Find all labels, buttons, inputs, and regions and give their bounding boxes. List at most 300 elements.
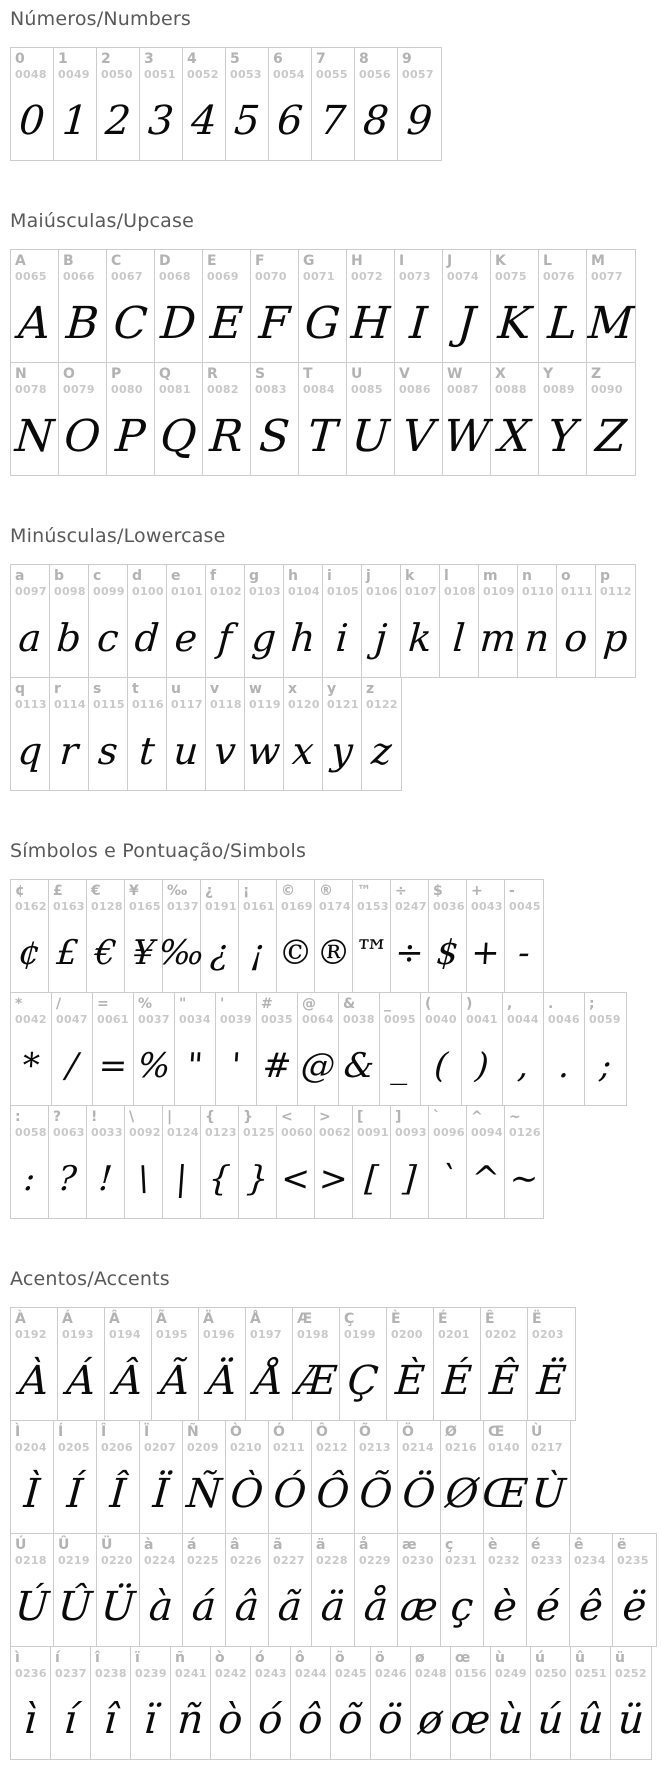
char-cell: [398, 48, 441, 160]
char-label: Ö: [402, 1424, 414, 1440]
char-code: 0163: [53, 900, 85, 913]
char-label: Ê: [485, 1311, 495, 1327]
char-code: 0229: [359, 1554, 391, 1567]
char-glyph: s: [96, 729, 120, 773]
char-cell: [183, 48, 226, 160]
char-label: u: [171, 681, 181, 697]
char-label: Ò: [230, 1424, 242, 1440]
char-code: 0040: [425, 1013, 457, 1026]
char-code: 0228: [316, 1554, 348, 1567]
char-label: P: [111, 366, 122, 382]
char-cell: [587, 250, 635, 362]
char-code: 0242: [215, 1667, 247, 1680]
char-cell: [163, 1106, 201, 1218]
char-cell: [183, 1534, 226, 1646]
char-cell: [155, 250, 203, 362]
char-label: ¢: [15, 883, 25, 899]
char-glyph: é: [534, 1584, 562, 1630]
char-label: Í: [58, 1424, 64, 1440]
char-label: À: [15, 1311, 26, 1327]
char-label: ÷: [395, 883, 407, 899]
char-cell: [134, 993, 175, 1105]
char-code: 0033: [91, 1126, 123, 1139]
char-glyph: Ñ: [184, 1471, 224, 1517]
char-label: à: [144, 1537, 154, 1553]
char-glyph: I: [408, 297, 429, 349]
char-glyph: ?: [56, 1159, 79, 1199]
char-code: 0095: [384, 1013, 416, 1026]
char-glyph: \: [136, 1159, 151, 1199]
char-cell: [226, 1534, 269, 1646]
char-glyph: f: [216, 616, 234, 660]
char-cell: [571, 1647, 611, 1759]
char-label: ü: [615, 1650, 625, 1666]
char-label: ): [466, 996, 473, 1012]
char-code: 0207: [144, 1441, 176, 1454]
char-label: ]: [395, 1109, 402, 1125]
char-label: {: [205, 1109, 215, 1125]
char-cell: [395, 363, 443, 475]
char-code: 0118: [210, 698, 242, 711]
char-label: ~: [509, 1109, 521, 1125]
char-glyph: ï: [142, 1697, 159, 1743]
char-cell: [125, 880, 163, 992]
char-glyph: õ: [336, 1697, 365, 1743]
char-label: Ø: [445, 1424, 457, 1440]
char-cell: [398, 1421, 441, 1533]
char-code: 0128: [91, 900, 123, 913]
char-cell: [245, 565, 284, 677]
char-label: Æ: [297, 1311, 313, 1327]
char-code: 0241: [175, 1667, 207, 1680]
char-label: ,: [507, 996, 513, 1012]
char-code: 0084: [303, 383, 335, 396]
char-code: 0239: [135, 1667, 167, 1680]
char-code: 0082: [207, 383, 239, 396]
char-cell: [183, 1421, 226, 1533]
char-label: 5: [230, 51, 240, 67]
char-label: G: [303, 253, 315, 269]
char-label: ì: [15, 1650, 20, 1666]
char-glyph: O: [62, 410, 103, 462]
char-row: [10, 677, 402, 791]
char-cell: [167, 565, 206, 677]
char-label: H: [351, 253, 363, 269]
char-label: ?: [53, 1109, 62, 1125]
char-code: 0112: [600, 585, 632, 598]
char-glyph: c: [95, 616, 121, 660]
char-label: +: [471, 883, 483, 899]
char-label: €: [91, 883, 101, 899]
char-label: 6: [273, 51, 283, 67]
char-cell: [216, 993, 257, 1105]
char-label: ú: [535, 1650, 545, 1666]
char-cell: [140, 1421, 183, 1533]
char-code: 0210: [230, 1441, 262, 1454]
char-code: 0174: [319, 900, 351, 913]
char-code: 0042: [15, 1013, 47, 1026]
char-glyph: .: [557, 1046, 571, 1086]
char-label: n: [522, 568, 532, 584]
char-glyph: %: [136, 1046, 172, 1086]
char-glyph: [: [363, 1159, 380, 1199]
char-glyph: È: [393, 1358, 427, 1404]
char-glyph: Ì: [22, 1471, 42, 1517]
char-label: V: [399, 366, 410, 382]
char-code: 0238: [95, 1667, 127, 1680]
char-cell: [299, 250, 347, 362]
char-cell: [362, 565, 401, 677]
char-label: Ã: [156, 1311, 167, 1327]
char-cell: [443, 363, 491, 475]
char-code: 0071: [303, 270, 335, 283]
char-code: 0117: [171, 698, 203, 711]
char-cell: [401, 565, 440, 677]
char-label: ™: [357, 883, 371, 899]
section-title: Minúsculas/Lowercase: [10, 525, 226, 547]
char-cell: [50, 565, 89, 677]
char-label: á: [187, 1537, 197, 1553]
char-cell: [339, 993, 380, 1105]
char-code: 0194: [109, 1328, 141, 1341]
char-cell: [491, 1647, 531, 1759]
char-label: î: [95, 1650, 100, 1666]
char-cell: [491, 363, 539, 475]
char-code: 0109: [483, 585, 515, 598]
char-cell: [570, 1534, 613, 1646]
char-glyph: ¢: [17, 933, 42, 973]
char-glyph: w: [246, 729, 282, 773]
char-cell: [611, 1647, 651, 1759]
char-glyph: N: [13, 410, 56, 462]
char-label: ": [179, 996, 187, 1012]
char-glyph: Õ: [357, 1471, 394, 1517]
char-code: 0161: [243, 900, 275, 913]
char-glyph: ø: [416, 1697, 445, 1743]
char-code: 0124: [167, 1126, 199, 1139]
char-cell: [544, 993, 585, 1105]
char-code: 0086: [399, 383, 431, 396]
char-code: 0198: [297, 1328, 329, 1341]
char-cell: [398, 1534, 441, 1646]
char-code: 0054: [273, 68, 305, 81]
char-code: 0049: [58, 68, 90, 81]
char-glyph: Û: [56, 1584, 94, 1630]
char-glyph: 0: [17, 98, 47, 144]
char-glyph: Ä: [205, 1358, 239, 1404]
char-code: 0089: [543, 383, 575, 396]
char-code: 0232: [488, 1554, 520, 1567]
char-code: 0038: [343, 1013, 375, 1026]
char-code: 0206: [101, 1441, 133, 1454]
char-code: 0092: [129, 1126, 161, 1139]
char-code: 0121: [327, 698, 359, 711]
char-cell: [251, 363, 299, 475]
char-label: y: [327, 681, 337, 697]
char-glyph: Ô: [314, 1471, 351, 1517]
char-cell: [11, 48, 54, 160]
char-cell: [441, 1421, 484, 1533]
font-section: [10, 8, 661, 161]
char-label: Å: [250, 1311, 261, 1327]
char-cell: [353, 1106, 391, 1218]
char-cell: [527, 1534, 570, 1646]
char-glyph: á: [190, 1584, 218, 1630]
char-code: 0079: [63, 383, 95, 396]
char-glyph: M: [586, 297, 636, 349]
char-glyph: ]: [401, 1159, 418, 1199]
char-glyph: (: [432, 1046, 450, 1086]
char-glyph: m: [478, 616, 518, 660]
char-code: 0217: [531, 1441, 563, 1454]
char-code: 0034: [179, 1013, 211, 1026]
char-label: ©: [281, 883, 295, 899]
char-label: r: [54, 681, 61, 697]
char-cell: [518, 565, 557, 677]
char-glyph: ^: [469, 1159, 502, 1199]
char-glyph: @: [299, 1046, 337, 1086]
char-cell: [11, 1534, 54, 1646]
char-cell: [391, 1106, 429, 1218]
char-row: [10, 249, 636, 363]
char-glyph: #: [261, 1046, 293, 1086]
char-glyph: v: [212, 729, 238, 773]
char-cell: [323, 565, 362, 677]
char-glyph: *: [21, 1046, 41, 1086]
char-code: 0137: [167, 900, 199, 913]
char-label: K: [495, 253, 506, 269]
char-glyph: !: [97, 1159, 114, 1199]
char-label: [: [357, 1109, 364, 1125]
char-cell: [323, 678, 362, 790]
char-glyph: d: [133, 616, 161, 660]
char-glyph: ó: [256, 1697, 285, 1743]
char-label: å: [359, 1537, 369, 1553]
char-glyph: 8: [361, 98, 391, 144]
char-label: 2: [101, 51, 111, 67]
section-title: Números/Numbers: [10, 8, 191, 30]
char-code: 0252: [615, 1667, 647, 1680]
char-glyph: P: [113, 410, 148, 462]
char-code: 0193: [62, 1328, 94, 1341]
char-glyph: n: [523, 616, 551, 660]
char-code: 0075: [495, 270, 527, 283]
char-cell: [527, 1421, 570, 1533]
font-section: [10, 1268, 661, 1760]
char-code: 0096: [433, 1126, 465, 1139]
char-cell: [299, 363, 347, 475]
char-label: ä: [316, 1537, 326, 1553]
section-title: Maiúsculas/Upcase: [10, 210, 195, 232]
char-row: [10, 879, 544, 993]
char-label: ê: [574, 1537, 584, 1553]
char-cell: [539, 250, 587, 362]
char-label: X: [495, 366, 506, 382]
char-code: 0248: [415, 1667, 447, 1680]
char-label: 9: [402, 51, 412, 67]
char-label: ®: [319, 883, 333, 899]
char-glyph: Ø: [443, 1471, 480, 1517]
char-cell: [11, 1421, 54, 1533]
char-label: 3: [144, 51, 154, 67]
char-label: ò: [215, 1650, 225, 1666]
char-code: 0227: [273, 1554, 305, 1567]
char-code: 0102: [210, 585, 242, 598]
char-label: é: [531, 1537, 541, 1553]
char-glyph: g: [250, 616, 278, 660]
char-label: Ô: [316, 1424, 328, 1440]
char-code: 0192: [15, 1328, 47, 1341]
section-title: Símbolos e Pontuação/Simbols: [10, 840, 307, 862]
char-cell: [206, 678, 245, 790]
char-code: 0045: [509, 900, 541, 913]
char-label: }: [243, 1109, 253, 1125]
char-glyph: A: [16, 297, 53, 349]
char-glyph: 9: [405, 98, 434, 144]
char-glyph: R: [208, 410, 245, 462]
char-glyph: ~: [508, 1159, 540, 1199]
char-code: 0201: [438, 1328, 470, 1341]
char-label: í: [55, 1650, 60, 1666]
char-glyph: £: [55, 933, 80, 973]
char-cell: [11, 1308, 58, 1420]
char-row: [10, 362, 636, 476]
char-code: 0047: [56, 1013, 88, 1026]
char-label: p: [600, 568, 611, 584]
char-code: 0235: [617, 1554, 649, 1567]
char-cell: [312, 48, 355, 160]
char-code: 0125: [243, 1126, 275, 1139]
char-code: 0120: [288, 698, 320, 711]
char-cell: [203, 250, 251, 362]
char-label: D: [159, 253, 171, 269]
char-code: 0041: [466, 1013, 498, 1026]
char-glyph: Ï: [151, 1471, 171, 1517]
char-glyph: ü: [616, 1697, 646, 1743]
char-label: q: [15, 681, 26, 697]
char-code: 0216: [445, 1441, 477, 1454]
char-code: 0077: [591, 270, 623, 283]
char-code: 0195: [156, 1328, 188, 1341]
char-label: j: [366, 568, 371, 584]
char-glyph: 4: [189, 98, 219, 144]
char-code: 0213: [359, 1441, 391, 1454]
char-glyph: ò: [216, 1697, 245, 1743]
char-label: _: [384, 996, 391, 1012]
char-code: 0169: [281, 900, 313, 913]
char-glyph: ä: [319, 1584, 347, 1630]
char-cell: [440, 565, 479, 677]
char-glyph: ç: [449, 1584, 475, 1630]
char-glyph: &: [342, 1046, 376, 1086]
char-glyph: j: [373, 616, 389, 660]
char-glyph: è: [491, 1584, 519, 1630]
char-glyph: +: [469, 933, 502, 973]
char-code: 0074: [447, 270, 479, 283]
char-code: 0064: [302, 1013, 334, 1026]
char-label: $: [433, 883, 443, 899]
char-cell: [251, 1647, 291, 1759]
char-code: 0044: [507, 1013, 539, 1026]
char-label: ¡: [243, 883, 250, 899]
char-label: l: [444, 568, 449, 584]
char-code: 0050: [101, 68, 133, 81]
char-code: 0245: [335, 1667, 367, 1680]
char-label: ã: [273, 1537, 283, 1553]
char-glyph: V: [400, 410, 437, 462]
char-glyph: û: [576, 1697, 605, 1743]
char-label: !: [91, 1109, 98, 1125]
char-glyph: ô: [296, 1697, 325, 1743]
char-cell: [467, 1106, 505, 1218]
char-cell: [91, 1647, 131, 1759]
char-glyph: `: [437, 1159, 458, 1199]
char-glyph: B: [64, 297, 101, 349]
char-cell: [93, 993, 134, 1105]
char-glyph: o: [563, 616, 589, 660]
char-code: 0101: [171, 585, 203, 598]
char-label: ': [220, 996, 225, 1012]
char-glyph: Ã: [158, 1358, 192, 1404]
char-cell: [157, 880, 206, 992]
char-label: B: [63, 253, 74, 269]
char-glyph: ®: [315, 933, 352, 973]
char-cell: [395, 250, 443, 362]
char-label: Ü: [101, 1537, 113, 1553]
char-glyph: |: [174, 1159, 189, 1199]
char-code: 0196: [203, 1328, 235, 1341]
char-label: @: [302, 996, 316, 1012]
char-code: 0219: [58, 1554, 90, 1567]
char-glyph: }: [245, 1159, 270, 1199]
char-code: 0103: [249, 585, 281, 598]
char-glyph: :: [22, 1159, 37, 1199]
char-code: 0104: [288, 585, 320, 598]
char-label: f: [210, 568, 217, 584]
char-code: 0090: [591, 383, 623, 396]
char-code: 0114: [54, 698, 86, 711]
char-glyph: Î: [108, 1471, 128, 1517]
char-code: 0067: [111, 270, 143, 283]
char-glyph: æ: [398, 1584, 440, 1630]
char-glyph: =: [97, 1046, 129, 1086]
char-glyph: $: [435, 933, 460, 973]
char-label: ç: [445, 1537, 454, 1553]
char-glyph: L: [546, 297, 579, 349]
char-glyph: T: [306, 410, 339, 462]
char-glyph: ': [229, 1046, 243, 1086]
char-glyph: y: [329, 729, 355, 773]
char-glyph: J: [455, 297, 478, 349]
char-code: 0230: [402, 1554, 434, 1567]
char-glyph: >: [317, 1159, 350, 1199]
char-code: 0199: [344, 1328, 376, 1341]
char-glyph: r: [58, 729, 80, 773]
char-code: 0226: [230, 1554, 262, 1567]
char-glyph: ©: [277, 933, 314, 973]
char-glyph: X: [497, 410, 532, 462]
char-glyph: ñ: [176, 1697, 205, 1743]
char-label: ¿: [205, 883, 214, 899]
char-label: o: [561, 568, 571, 584]
char-cell: [284, 565, 323, 677]
char-cell: [226, 1421, 269, 1533]
char-code: 0234: [574, 1554, 606, 1567]
char-glyph: t: [137, 729, 157, 773]
char-cell: [54, 1534, 97, 1646]
char-code: 0069: [207, 270, 239, 283]
char-code: 0066: [63, 270, 95, 283]
